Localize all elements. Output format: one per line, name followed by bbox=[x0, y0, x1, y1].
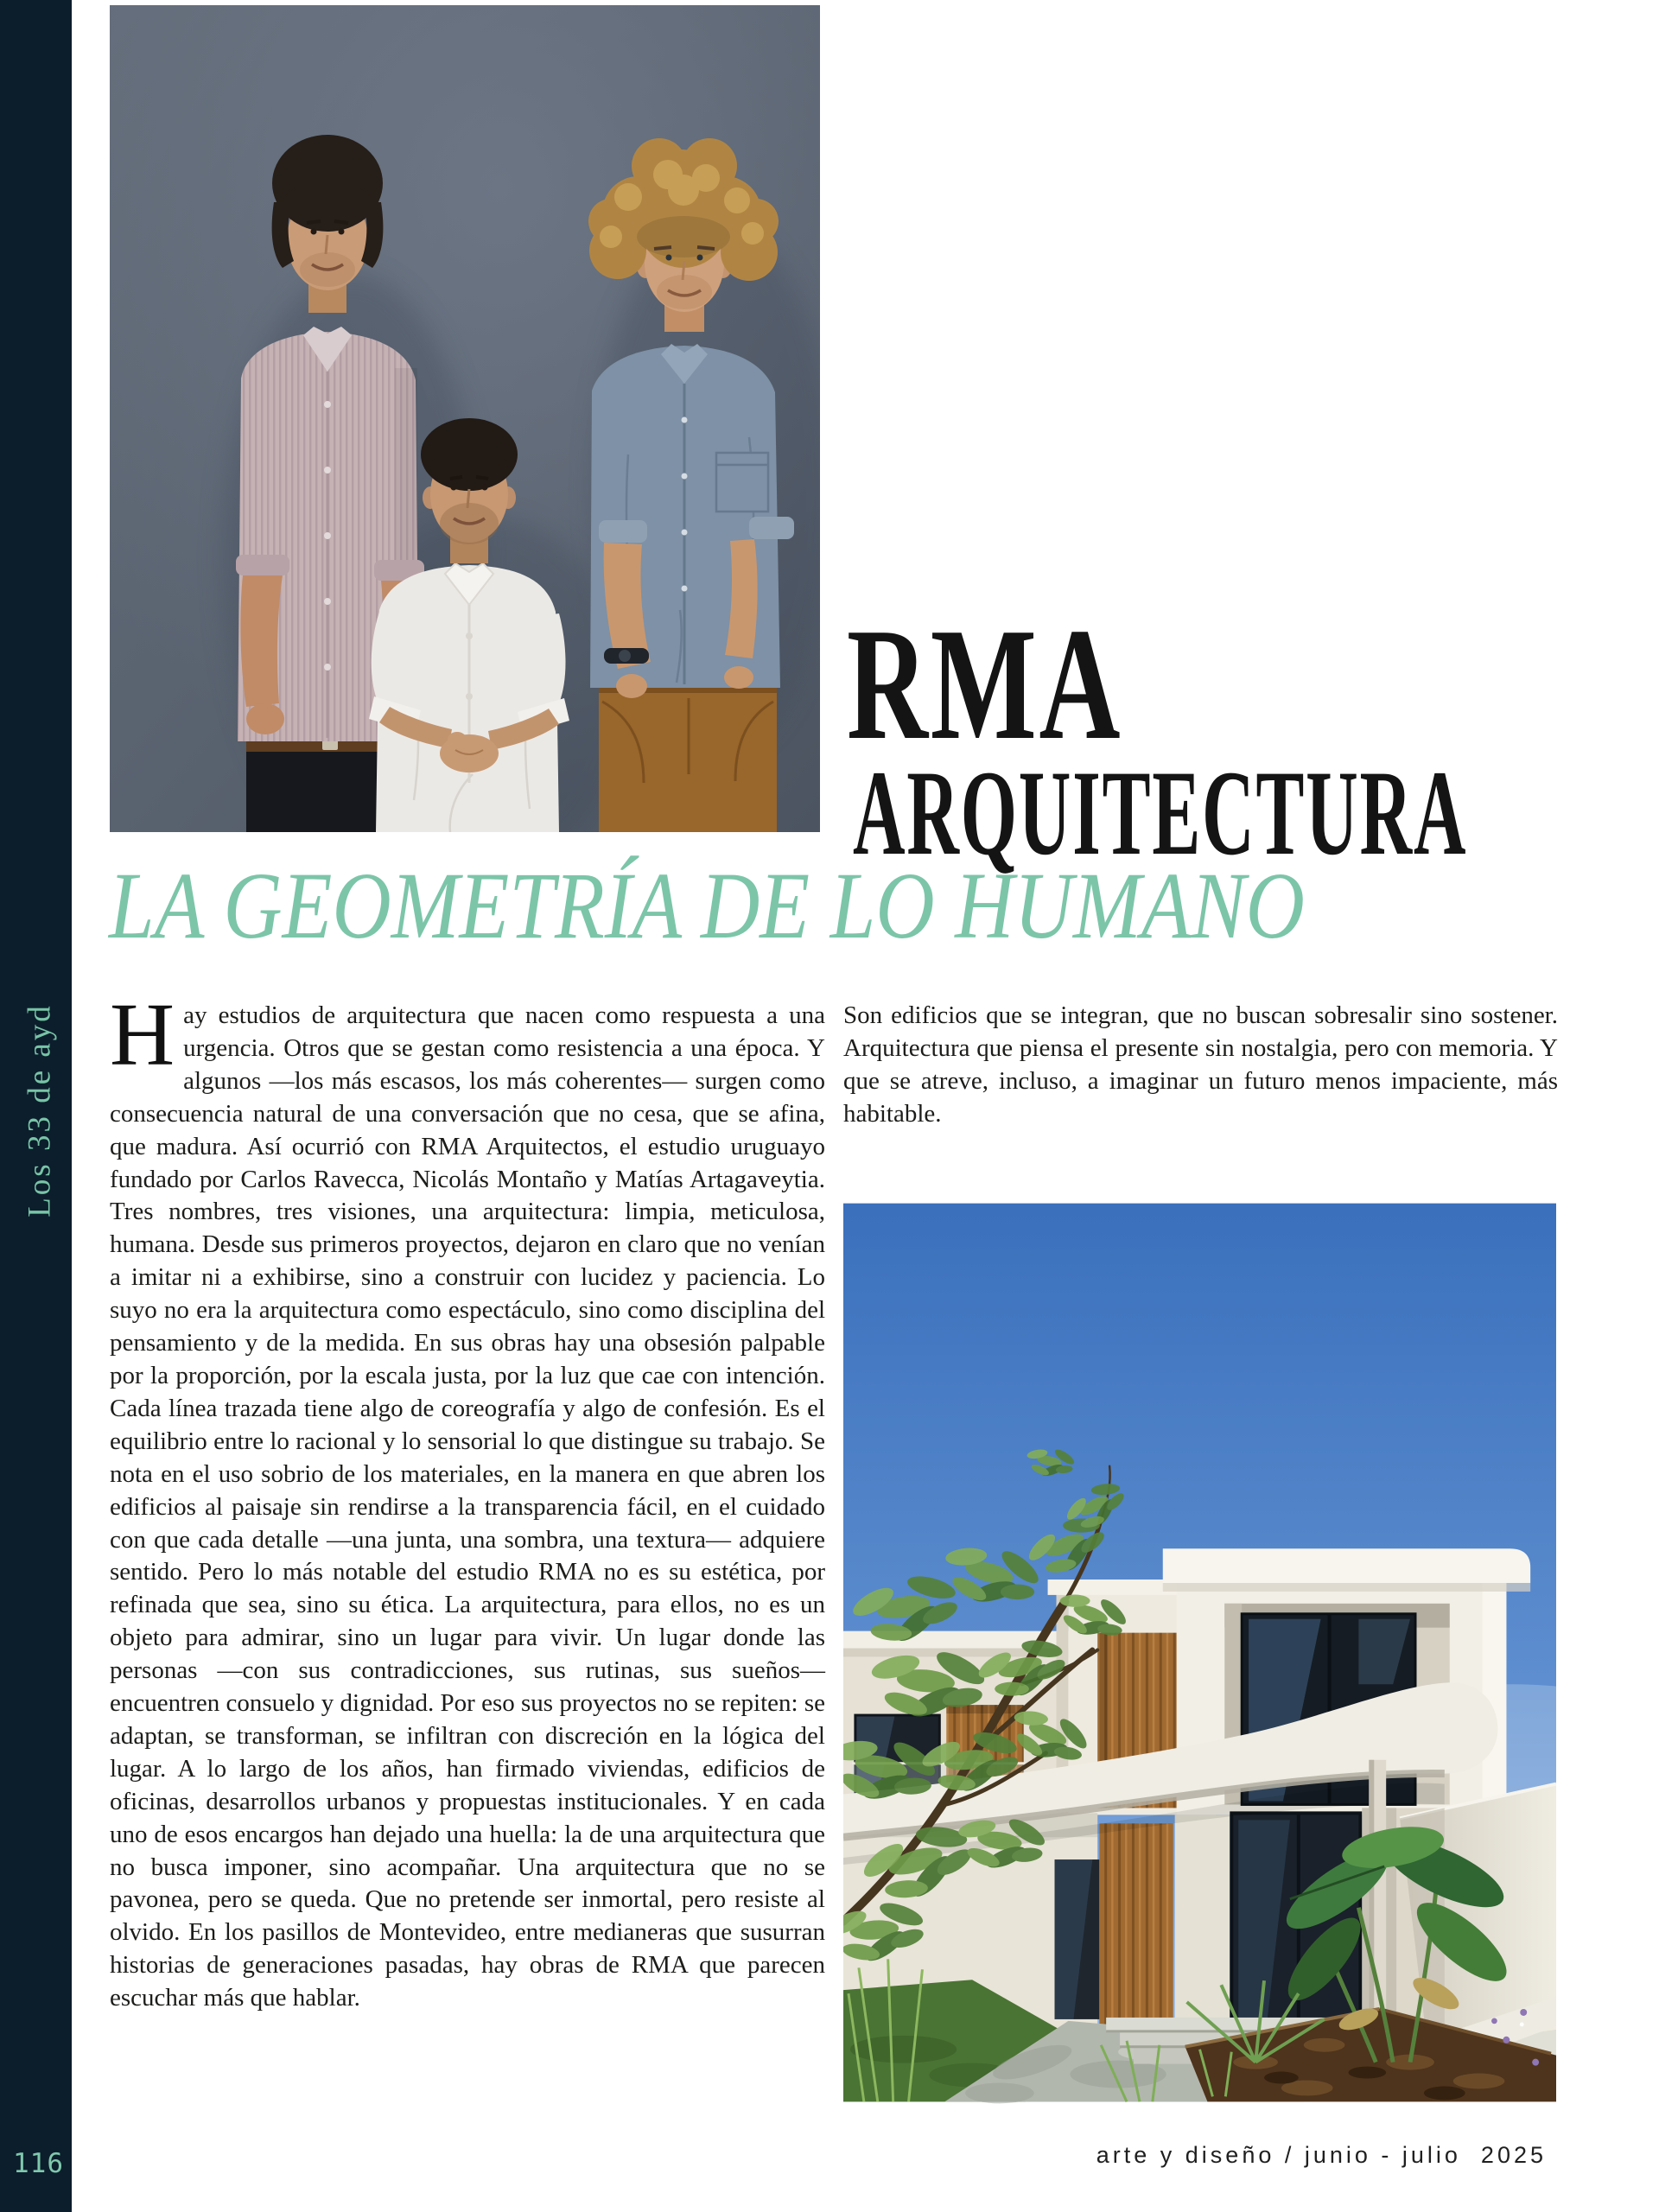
architect-right bbox=[588, 138, 794, 832]
house-photo bbox=[843, 1200, 1556, 2105]
sidebar bbox=[0, 0, 72, 2212]
article-left-text: ay estudios de arquitectura que nacen como respuesta a una urgencia. Otros que se gestan como resistencia a una época. Y algunos —los más escasos, los más coherentes— surgen como consecuencia natural de una conversación que no cesa, que se afina, que madura. Así ocurrió con RMA Arquitectos, el estudio uruguayo fundado por Carlos Ravecca, Nicolás Montaño y Matías Artagaveytia. Tres nombres, tres visiones, una arquitectura: limpia, meticulosa, humana. Desde sus primeros proyectos, dejaron en claro que no venían a imitar ni a exhibirse, sino a construir con lucidez y paciencia. Lo suyo no era la arquitectura como espectáculo, sino como disciplina del pensamiento y de la medida. En sus obras hay una obsesión palpable por la proporción, por la escala justa, por la luz que cae con intención. Cada línea trazada tiene algo de coreografía y algo de confesión. Es el equilibrio entre lo racional y lo sensorial lo que distingue su trabajo. Se nota en el uso sobrio de los materiales, en la manera en que abren los edificios al paisaje sin rendirse a la transparencia fácil, en el cuidado con que cada detalle —una junta, una sombra, una textura— adquiere sentido. Pero lo más notable del estudio RMA no es su estética, por refinada que sea, sino su ética. La arquitectura, para ellos, no es un objeto para admirar, sino un lugar para vivir. Un lugar donde las personas —con sus contradicciones, sus rutinas, sus sueños— encuentren consuelo y dignidad. Por eso sus proyectos no se repiten: se adaptan, se transforman, se infiltran con discreción en la lógica del lugar. A lo largo de los años, han firmado viviendas, edificios de oficinas, desarrollos urbanos y propuestas institucionales. Y en cada uno de esos encargos han dejado una huella: la de una arquitectura que no busca imponer, sino acompañar. Una arquitectura que no se pavonea, pero se queda. Que no pretende ser inmortal, pero resiste al olvido. En los pasillos de Montevideo, entre medianeras que susurran historias de generaciones pasadas, hay obras de RMA que parecen escuchar más que hablar. bbox=[110, 1001, 825, 2012]
footer-credit: arte y diseño / junio - julio 2025 bbox=[1096, 2142, 1547, 2168]
article-column-left bbox=[110, 985, 825, 2015]
article-title-line1: RMA bbox=[847, 595, 1123, 773]
drop-cap: H bbox=[110, 985, 175, 1084]
team-photo-illustration bbox=[110, 5, 820, 832]
team-photo bbox=[110, 5, 820, 832]
article-column-right bbox=[843, 1000, 1558, 1131]
house-photo-illustration bbox=[843, 1200, 1556, 2105]
article-title-line2: ARQUITECTURA bbox=[853, 746, 1468, 880]
article-right-text: Son edificios que se integran, que no buscan sobresalir sino sostener. Arquitectura que piensa el presente sin nostalgia, pero con memoria. Y que se atreve, incluso, a imaginar un futuro menos impaciente, más habitable. bbox=[843, 1001, 1558, 1128]
page-number: 116 bbox=[13, 2148, 64, 2179]
article-subtitle: LA GEOMETRÍA DE LO HUMANO bbox=[109, 853, 1305, 958]
section-label: Los 33 de ayd bbox=[22, 1003, 58, 1217]
